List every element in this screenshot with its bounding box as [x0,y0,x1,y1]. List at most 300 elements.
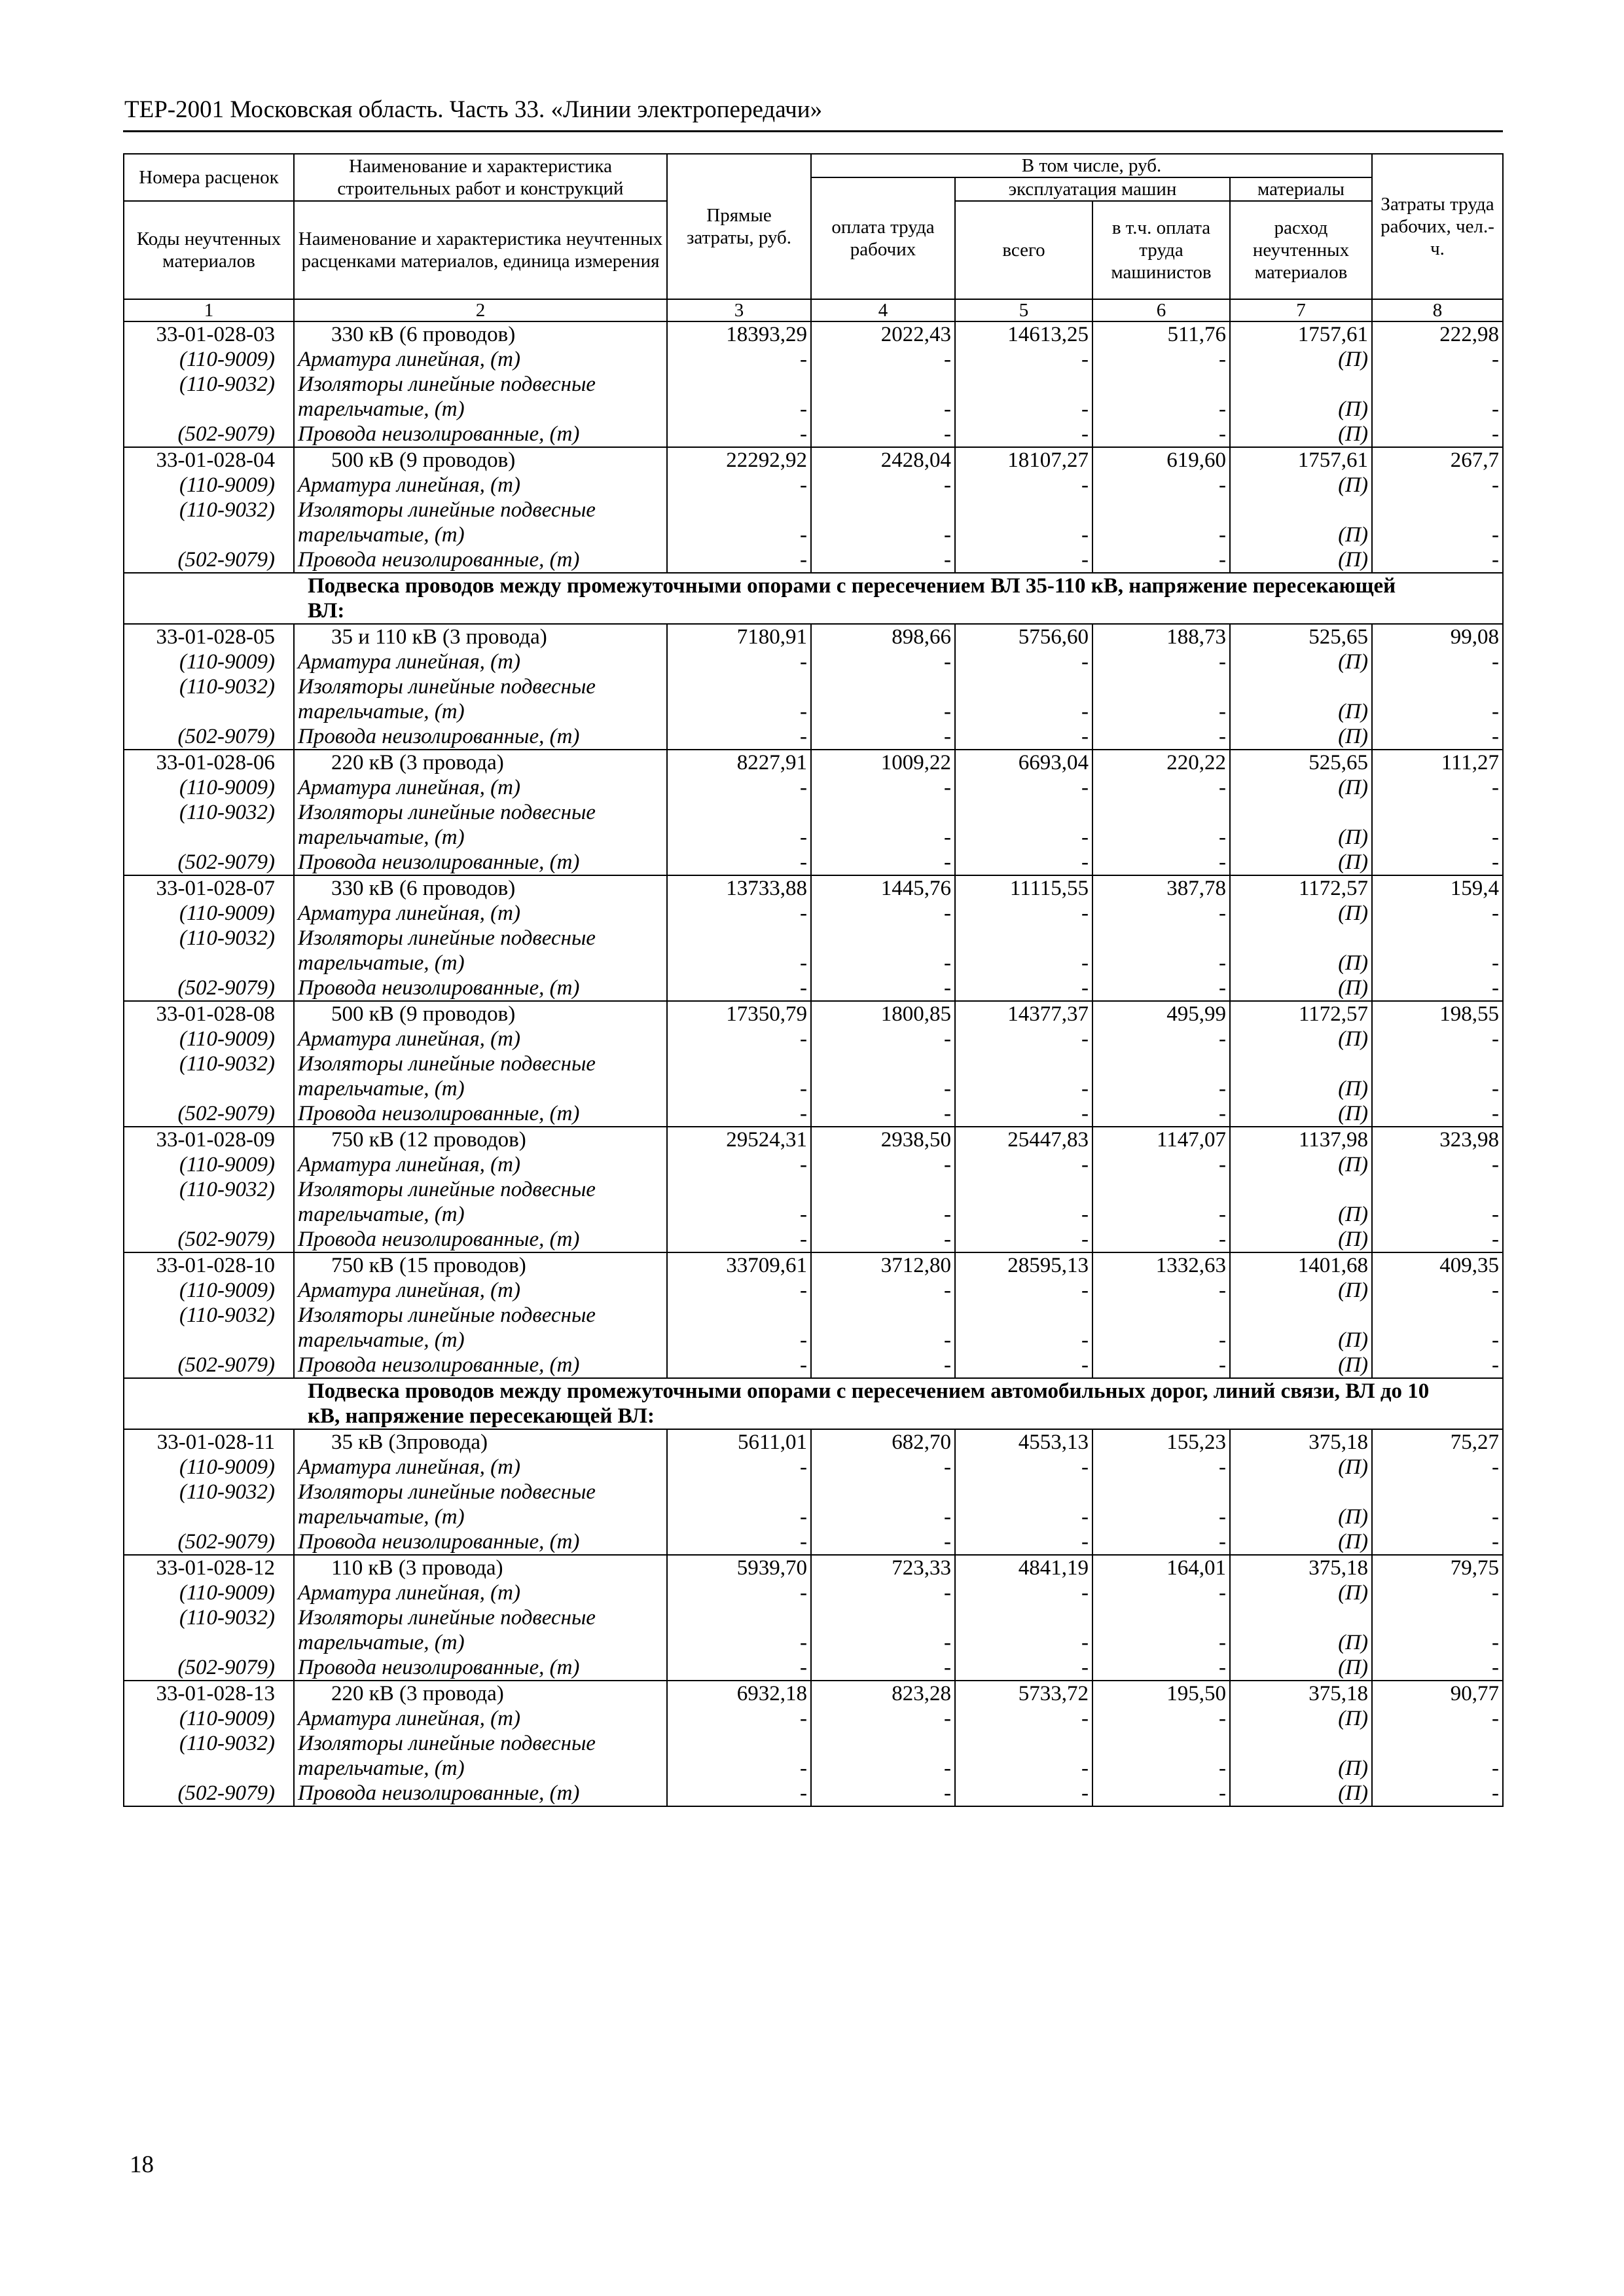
dash-cell: - [811,951,955,975]
material-code: (110-9032) [124,1177,294,1202]
material-code-blank [124,1328,294,1353]
material-code: (110-9009) [124,1580,294,1605]
rate-row [124,1681,1503,1706]
dash-cell: - [667,1202,811,1227]
material-name: Арматура линейная, (т) [294,901,667,926]
value-cell: 220,22 [1092,750,1230,775]
material-mark: (П) [1230,1328,1372,1353]
material-row-continued [124,951,1503,975]
dash-cell: - [955,1504,1092,1529]
dash-cell: - [1372,422,1503,447]
rate-name: 35 и 110 кВ (3 провода) [294,624,667,649]
dash-cell: - [667,1353,811,1378]
dash-cell: - [1092,1202,1230,1227]
material-mark [1230,498,1372,522]
dash-cell: - [955,1353,1092,1378]
rate-row [124,1127,1503,1152]
material-mark [1230,926,1372,951]
dash-cell [1372,1051,1503,1076]
material-row [124,1605,1503,1630]
dash-cell: - [1372,850,1503,875]
dash-cell: - [1092,1781,1230,1806]
material-mark: (П) [1230,1504,1372,1529]
material-row [124,473,1503,498]
dash-cell: - [667,1706,811,1731]
material-mark [1230,674,1372,699]
dash-cell: - [1372,699,1503,724]
dash-cell [1092,1731,1230,1756]
dash-cell: - [1092,1630,1230,1655]
value-cell: 8227,91 [667,750,811,775]
dash-cell: - [811,1756,955,1781]
rate-row [124,750,1503,775]
dash-cell: - [1372,522,1503,547]
value-cell: 4553,13 [955,1429,1092,1455]
material-mark: (П) [1230,850,1372,875]
rate-row [124,1555,1503,1580]
material-name-cont: тарельчатые, (т) [294,1756,667,1781]
material-row [124,1303,1503,1328]
rate-code: 33-01-028-13 [124,1681,294,1706]
value-cell: 198,55 [1372,1001,1503,1027]
dash-cell: - [955,951,1092,975]
dash-cell [667,1605,811,1630]
material-code-blank [124,1202,294,1227]
material-mark [1230,372,1372,397]
dash-cell: - [955,422,1092,447]
value-cell: 155,23 [1092,1429,1230,1455]
value-cell: 33709,61 [667,1252,811,1278]
material-mark: (П) [1230,547,1372,573]
value-cell: 5733,72 [955,1681,1092,1706]
material-code: (110-9032) [124,498,294,522]
material-mark: (П) [1230,1027,1372,1051]
dash-cell: - [667,951,811,975]
material-name-cont: тарельчатые, (т) [294,1630,667,1655]
rate-name: 500 кВ (9 проводов) [294,447,667,473]
dash-cell: - [811,397,955,422]
material-name: Изоляторы линейные подвесные [294,674,667,699]
material-code-blank [124,397,294,422]
value-cell: 6932,18 [667,1681,811,1706]
dash-cell: - [811,547,955,573]
dash-cell [811,1177,955,1202]
dash-cell: - [1372,1278,1503,1303]
value-cell: 375,18 [1230,1429,1372,1455]
value-cell: 1172,57 [1230,1001,1372,1027]
material-code: (502-9079) [124,1655,294,1681]
dash-cell: - [955,522,1092,547]
material-code: (110-9009) [124,1027,294,1051]
dash-cell [667,1051,811,1076]
material-name: Арматура линейная, (т) [294,649,667,674]
value-cell: 22292,92 [667,447,811,473]
dash-cell [811,1480,955,1504]
material-mark: (П) [1230,825,1372,850]
material-name: Провода неизолированные, (т) [294,422,667,447]
dash-cell: - [811,522,955,547]
dash-cell: - [667,1278,811,1303]
dash-cell: - [811,1152,955,1177]
value-cell: 823,28 [811,1681,955,1706]
value-cell: 1757,61 [1230,321,1372,347]
material-mark: (П) [1230,699,1372,724]
material-name: Изоляторы линейные подвесные [294,372,667,397]
material-code: (110-9032) [124,1051,294,1076]
dash-cell: - [1372,1529,1503,1555]
dash-cell: - [811,1202,955,1227]
material-name: Провода неизолированные, (т) [294,1101,667,1127]
material-name: Изоляторы линейные подвесные [294,498,667,522]
dash-cell: - [1372,397,1503,422]
material-code-blank [124,825,294,850]
material-code: (502-9079) [124,1227,294,1252]
material-code: (502-9079) [124,1101,294,1127]
dash-cell: - [1092,1076,1230,1101]
value-cell: 159,4 [1372,875,1503,901]
material-name: Провода неизолированные, (т) [294,1353,667,1378]
column-number: 2 [294,299,667,321]
value-cell: 14613,25 [955,321,1092,347]
material-mark: (П) [1230,1152,1372,1177]
dash-cell: - [811,1027,955,1051]
dash-cell: - [811,1328,955,1353]
material-name: Арматура линейная, (т) [294,1027,667,1051]
dash-cell: - [811,649,955,674]
material-code: (502-9079) [124,547,294,573]
head-col2-top: Наименование и характеристика строительных работ и конструкций [294,154,667,201]
material-row [124,1027,1503,1051]
dash-cell [1372,498,1503,522]
material-name: Изоляторы линейные подвесные [294,1051,667,1076]
dash-cell: - [1372,1504,1503,1529]
dash-cell: - [955,1781,1092,1806]
material-mark [1230,1480,1372,1504]
material-name: Провода неизолированные, (т) [294,1529,667,1555]
column-number: 7 [1230,299,1372,321]
dash-cell: - [811,1278,955,1303]
rate-code: 33-01-028-05 [124,624,294,649]
head-machines: эксплуатация машин [955,177,1230,201]
dash-cell: - [1092,724,1230,750]
material-mark: (П) [1230,473,1372,498]
value-cell: 6693,04 [955,750,1092,775]
dash-cell: - [955,825,1092,850]
material-code: (502-9079) [124,422,294,447]
material-row [124,724,1503,750]
material-code-blank [124,699,294,724]
value-cell: 1401,68 [1230,1252,1372,1278]
material-mark [1230,1051,1372,1076]
material-name: Провода неизолированные, (т) [294,547,667,573]
dash-cell [811,1303,955,1328]
dash-cell: - [1092,901,1230,926]
dash-cell: - [955,901,1092,926]
material-row [124,674,1503,699]
rate-code: 33-01-028-07 [124,875,294,901]
material-row [124,1781,1503,1806]
material-code: (110-9009) [124,1152,294,1177]
dash-cell [1372,800,1503,825]
dash-cell [1372,1480,1503,1504]
dash-cell [1372,1605,1503,1630]
material-code: (502-9079) [124,1353,294,1378]
material-code-blank [124,1630,294,1655]
material-name: Изоляторы линейные подвесные [294,1480,667,1504]
dash-cell: - [667,1630,811,1655]
material-row [124,850,1503,875]
dash-cell: - [667,1101,811,1127]
dash-cell: - [955,1278,1092,1303]
rate-code: 33-01-028-09 [124,1127,294,1152]
dash-cell: - [1372,1781,1503,1806]
dash-cell: - [955,1328,1092,1353]
material-name: Изоляторы линейные подвесные [294,1177,667,1202]
dash-cell: - [667,347,811,372]
material-name: Изоляторы линейные подвесные [294,926,667,951]
material-name-cont: тарельчатые, (т) [294,1504,667,1529]
dash-cell: - [1092,1529,1230,1555]
head-incl: В том числе, руб. [811,154,1372,177]
material-code: (110-9032) [124,1605,294,1630]
dash-cell: - [811,1076,955,1101]
value-cell: 13733,88 [667,875,811,901]
dash-cell [1092,800,1230,825]
material-name: Арматура линейная, (т) [294,775,667,800]
material-code: (110-9032) [124,674,294,699]
material-code-blank [124,1504,294,1529]
dash-cell: - [1372,775,1503,800]
dash-cell: - [1092,1756,1230,1781]
head-col1-bottom: Коды неучтенных материалов [124,201,294,299]
material-row-continued [124,1756,1503,1781]
material-code: (502-9079) [124,724,294,750]
value-cell: 511,76 [1092,321,1230,347]
dash-cell: - [1092,699,1230,724]
material-row [124,1051,1503,1076]
dash-cell: - [1372,1353,1503,1378]
dash-cell: - [1092,397,1230,422]
dash-cell: - [1372,724,1503,750]
material-mark [1230,1177,1372,1202]
rate-row [124,1001,1503,1027]
material-row [124,775,1503,800]
dash-cell: - [1092,1278,1230,1303]
rate-code: 33-01-028-11 [124,1429,294,1455]
material-code-blank [124,1076,294,1101]
dash-cell [811,498,955,522]
dash-cell: - [811,422,955,447]
dash-cell: - [955,1227,1092,1252]
value-cell: 4841,19 [955,1555,1092,1580]
value-cell: 1757,61 [1230,447,1372,473]
head-materials: материалы [1230,177,1372,201]
dash-cell [1372,1177,1503,1202]
value-cell: 495,99 [1092,1001,1230,1027]
dash-cell: - [811,1455,955,1480]
dash-cell: - [955,347,1092,372]
material-code: (110-9032) [124,926,294,951]
dash-cell: - [667,975,811,1001]
dash-cell: - [1372,951,1503,975]
value-cell: 17350,79 [667,1001,811,1027]
value-cell: 1147,07 [1092,1127,1230,1152]
material-row [124,347,1503,372]
material-name: Изоляторы линейные подвесные [294,800,667,825]
dash-cell: - [811,1655,955,1681]
material-code: (110-9032) [124,800,294,825]
material-row [124,1706,1503,1731]
value-cell: 222,98 [1372,321,1503,347]
material-row [124,649,1503,674]
dash-cell: - [1372,1630,1503,1655]
dash-cell: - [955,1756,1092,1781]
value-cell: 2022,43 [811,321,955,347]
value-cell: 99,08 [1372,624,1503,649]
dash-cell: - [1092,1328,1230,1353]
material-mark: (П) [1230,1101,1372,1127]
material-row [124,1731,1503,1756]
value-cell: 1800,85 [811,1001,955,1027]
material-mark: (П) [1230,1353,1372,1378]
rate-name: 330 кВ (6 проводов) [294,321,667,347]
dash-cell: - [811,1353,955,1378]
dash-cell [1092,1051,1230,1076]
value-cell: 79,75 [1372,1555,1503,1580]
dash-cell: - [1092,1455,1230,1480]
material-mark: (П) [1230,1455,1372,1480]
material-name: Арматура линейная, (т) [294,1152,667,1177]
value-cell: 18393,29 [667,321,811,347]
column-number: 1 [124,299,294,321]
dash-cell: - [1372,649,1503,674]
dash-cell [1372,1303,1503,1328]
material-mark [1230,1605,1372,1630]
value-cell: 323,98 [1372,1127,1503,1152]
value-cell: 2938,50 [811,1127,955,1152]
dash-cell: - [955,649,1092,674]
rate-code: 33-01-028-06 [124,750,294,775]
material-row [124,498,1503,522]
material-mark: (П) [1230,1655,1372,1681]
dash-cell: - [667,1328,811,1353]
dash-cell [1092,1303,1230,1328]
material-mark [1230,800,1372,825]
dash-cell: - [1092,1101,1230,1127]
value-cell: 267,7 [1372,447,1503,473]
value-cell: 898,66 [811,624,955,649]
material-name: Изоляторы линейные подвесные [294,1731,667,1756]
dash-cell [667,1303,811,1328]
material-row [124,1278,1503,1303]
dash-cell: - [1372,1027,1503,1051]
material-mark: (П) [1230,775,1372,800]
rate-code: 33-01-028-03 [124,321,294,347]
value-cell: 723,33 [811,1555,955,1580]
dash-cell: - [667,1756,811,1781]
dash-cell [1092,1605,1230,1630]
material-mark: (П) [1230,1076,1372,1101]
material-mark: (П) [1230,951,1372,975]
dash-cell: - [955,1630,1092,1655]
material-code: (110-9009) [124,473,294,498]
dash-cell: - [1092,975,1230,1001]
value-cell: 75,27 [1372,1429,1503,1455]
material-row [124,1455,1503,1480]
dash-cell [667,926,811,951]
material-row [124,1101,1503,1127]
head-wages: оплата труда рабочих [811,177,955,299]
dash-cell [811,674,955,699]
head-labor: Затраты труда рабочих, чел.-ч. [1372,154,1503,299]
material-code: (502-9079) [124,1781,294,1806]
value-cell: 409,35 [1372,1252,1503,1278]
value-cell: 11115,55 [955,875,1092,901]
material-row [124,800,1503,825]
value-cell: 2428,04 [811,447,955,473]
dash-cell: - [1372,1580,1503,1605]
dash-cell: - [1372,1455,1503,1480]
material-mark: (П) [1230,1706,1372,1731]
dash-cell [811,1731,955,1756]
material-code: (502-9079) [124,1529,294,1555]
material-name: Провода неизолированные, (т) [294,724,667,750]
head-machines-incl: в т.ч. оплата труда машинистов [1092,201,1230,299]
dash-cell [811,926,955,951]
material-mark: (П) [1230,1227,1372,1252]
dash-cell: - [1092,1504,1230,1529]
material-row-continued [124,1328,1503,1353]
dash-cell: - [1092,1152,1230,1177]
dash-cell [955,1177,1092,1202]
dash-cell [811,1051,955,1076]
rate-name: 750 кВ (12 проводов) [294,1127,667,1152]
material-row [124,372,1503,397]
material-row [124,1480,1503,1504]
dash-cell: - [1092,347,1230,372]
material-row-continued [124,1504,1503,1529]
material-mark: (П) [1230,649,1372,674]
value-cell: 1137,98 [1230,1127,1372,1152]
rate-name: 220 кВ (3 провода) [294,1681,667,1706]
material-row [124,547,1503,573]
rate-name: 110 кВ (3 провода) [294,1555,667,1580]
head-col2-bottom: Наименование и характеристика неучтенных расценками материалов, единица измерения [294,201,667,299]
material-name: Провода неизолированные, (т) [294,1227,667,1252]
dash-cell: - [1372,347,1503,372]
material-mark: (П) [1230,522,1372,547]
dash-cell: - [667,1781,811,1806]
dash-cell: - [955,1455,1092,1480]
material-name-cont: тарельчатые, (т) [294,522,667,547]
dash-cell [955,674,1092,699]
value-cell: 375,18 [1230,1681,1372,1706]
material-name: Арматура линейная, (т) [294,347,667,372]
dash-cell: - [955,1529,1092,1555]
material-name: Арматура линейная, (т) [294,1455,667,1480]
dash-cell: - [955,397,1092,422]
material-mark [1230,1731,1372,1756]
material-name: Арматура линейная, (т) [294,1580,667,1605]
dash-cell: - [1372,1756,1503,1781]
dash-cell [1092,372,1230,397]
value-cell: 375,18 [1230,1555,1372,1580]
dash-cell: - [1092,1353,1230,1378]
dash-cell: - [1092,422,1230,447]
dash-cell: - [1092,473,1230,498]
material-row [124,1177,1503,1202]
dash-cell: - [1372,1101,1503,1127]
